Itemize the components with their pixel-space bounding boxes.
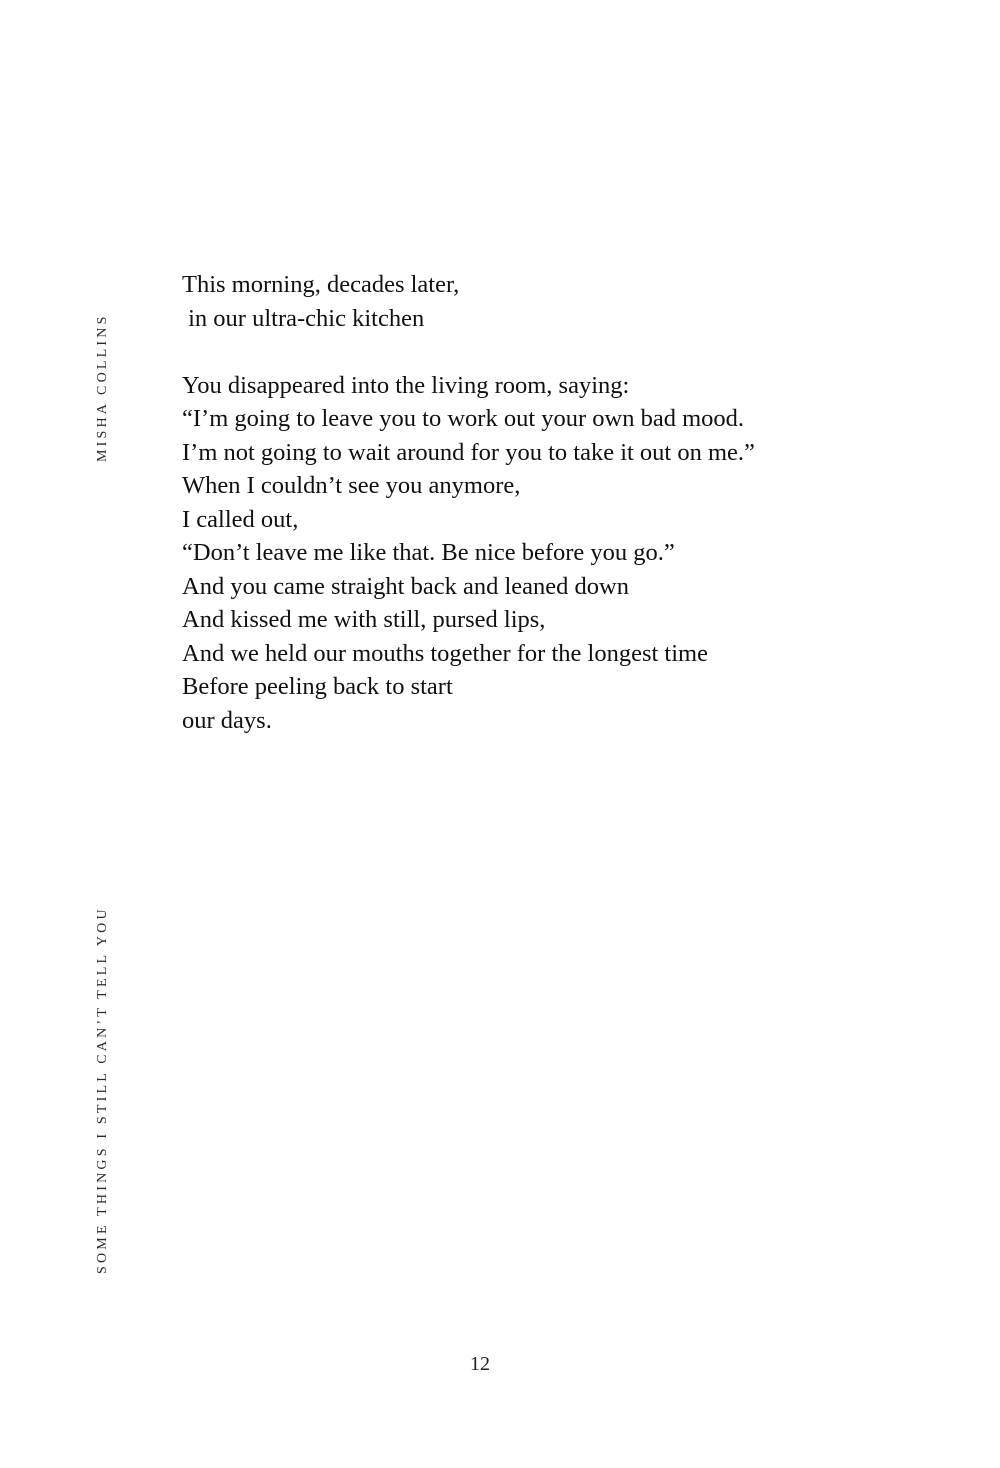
poem-line: “Don’t leave me like that. Be nice before you go.”: [182, 539, 675, 566]
stanza-break: [182, 335, 942, 369]
poem-line: When I couldn’t see you anymore,: [182, 472, 521, 499]
poem-line: And kissed me with still, pursed lips,: [182, 606, 546, 633]
running-head-book-title: SOME THINGS I STILL CAN’T TELL YOU: [95, 906, 110, 1274]
poem-line: And you came straight back and leaned down: [182, 572, 629, 600]
poem-line: And we held our mouths together for the longest time: [182, 639, 708, 667]
page-number: 12: [470, 1353, 490, 1375]
poem-line: I’m not going to wait around for you to take it out on me.”: [182, 438, 755, 466]
poem-line: You disappeared into the living room, saying:: [182, 371, 630, 399]
poem: [182, 268, 942, 737]
running-head-author: MISHA COLLINS: [95, 313, 110, 462]
poem-line: our days.: [182, 706, 272, 734]
poem-line: I called out,: [182, 505, 299, 533]
poem-line: in our ultra-chic kitchen: [182, 304, 425, 332]
poem-line: This morning, decades later,: [182, 271, 460, 298]
poem-line: Before peeling back to start: [182, 673, 453, 700]
poem-line: “I’m going to leave you to work out your own bad mood.: [182, 405, 745, 432]
